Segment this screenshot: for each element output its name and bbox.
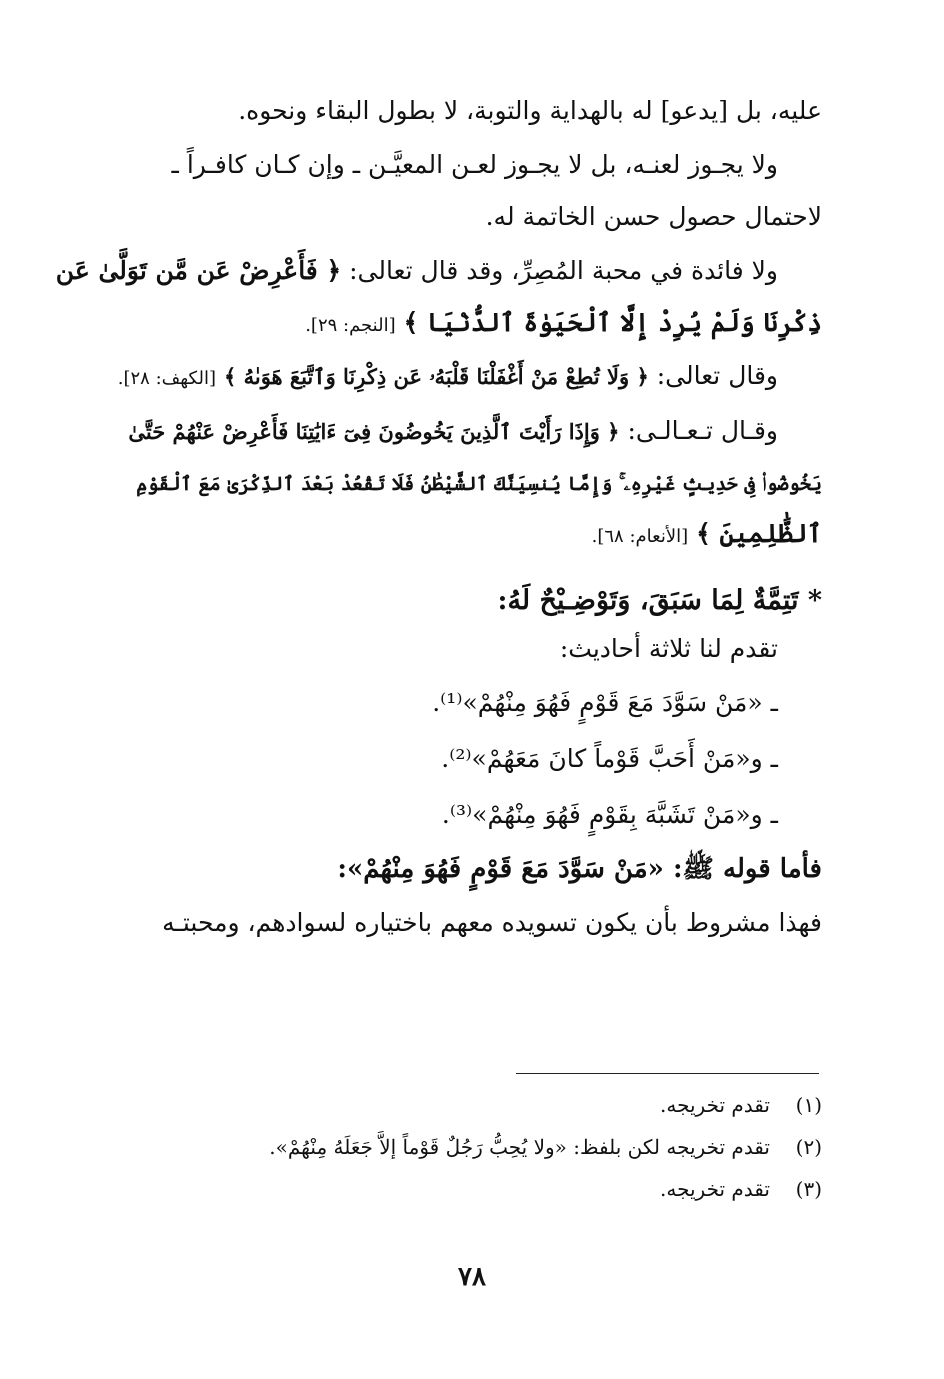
text-segment: وقال تعالى: (656, 361, 778, 390)
quran-verse: ٱلظَّٰلِمِينَ ﴾ (696, 519, 822, 548)
text-line (100, 850, 822, 888)
text-line (100, 463, 822, 503)
footnote-number: (٣) (795, 1177, 822, 1201)
text-segment: ولا فائدة في محبة المُصِرِّ، وقد قال تعالى: (349, 256, 778, 285)
hadith-text: ـ «مَنْ سَوَّدَ مَعَ قَوْمٍ فَهُوَ مِنْهُمْ»⁽¹⁾. (432, 688, 778, 717)
text-line (100, 304, 822, 345)
text-line (100, 92, 822, 130)
text-segment: ولا يجـوز لعنـه، بل لا يجـوز لعـن المعيَّـن ـ وإن كـان كافـراً ـ (171, 150, 778, 179)
text-line (100, 146, 822, 184)
hadith-text: ـ و«مَنْ أَحَبَّ قَوْماً كانَ مَعَهُمْ»⁽²⁾. (441, 744, 778, 773)
footnotes (100, 1090, 822, 1216)
text-segment: وقـال تـعـالـى: (627, 416, 778, 445)
footnote-number: (٢) (795, 1135, 822, 1159)
verse-reference: [الأنعام: ٦٨]. (591, 526, 689, 547)
text-line (55, 252, 822, 290)
quran-verse: يَخُوضُوا۟ فِى حَدِيثٍ غَيْرِهِۦ ۚ وَإِمَّا يُنسِيَنَّكَ ٱلشَّيْطَٰنُ فَلَا تَقْعُدْ بَعْدَ ٱلذِّكْرَىٰ مَعَ ٱلْقَوْمِ (136, 473, 822, 495)
footnote-text: تقدم تخريجه. (660, 1093, 770, 1117)
text-line (100, 904, 822, 942)
section-heading (100, 582, 822, 620)
quran-verse: ﴿ وَإِذَا رَأَيْتَ ٱلَّذِينَ يَخُوضُونَ فِىٓ ءَايَٰتِنَا فَأَعْرِضْ عَنْهُمْ حَتَّىٰ (128, 419, 620, 444)
text-segment: لاحتمال حصول حسن الخاتمة له. (485, 202, 822, 231)
footnote-item (100, 1174, 822, 1204)
text-line (100, 515, 822, 556)
footnote-item (100, 1132, 822, 1162)
page-body (55, 92, 822, 942)
hadith-item (100, 740, 822, 778)
footnote-item (100, 1090, 822, 1120)
text-segment: تقدم لنا ثلاثة أحاديث: (559, 634, 778, 663)
page-number: ٧٨ (458, 1262, 486, 1292)
text-line (100, 630, 822, 668)
verse-reference: [النجم: ٢٩]. (305, 315, 396, 336)
footnote-text: تقدم تخريجه لكن بلفظ: «ولا يُحِبُّ رَجُلٌ قَوْماً إلاَّ جَعَلَهُ مِنْهُمْ». (269, 1135, 770, 1159)
hadith-text: ـ و«مَنْ تَشَبَّهَ بِقَوْمٍ فَهُوَ مِنْهُمْ»⁽³⁾. (441, 800, 778, 829)
text-line (100, 357, 822, 398)
verse-reference: [الكهف: ٢٨]. (117, 368, 217, 389)
text-segment: عليه، بل [يدعو] له بالهداية والتوبة، لا بطول البقاء ونحوه. (238, 96, 822, 125)
quran-verse: ﴿ فَأَعْرِضْ عَن مَّن تَوَلَّىٰ عَن (55, 256, 342, 285)
footnote-text: تقدم تخريجه. (660, 1177, 770, 1201)
heading-text: * تَتِمَّةٌ لِمَا سَبَقَ، وَتَوْضِـيْحٌ لَهُ: (497, 585, 822, 616)
text-segment: فهذا مشروط بأن يكون تسويده معهم باختياره لسوادهم، ومحبتـه (162, 908, 822, 937)
footnote-number: (١) (795, 1093, 822, 1117)
quran-verse: ﴿ وَلَا تُطِعْ مَنْ أَغْفَلْنَا قَلْبَهُۥ عَن ذِكْرِنَا وَٱتَّبَعَ هَوَىٰهُ ﴾ (223, 364, 649, 389)
hadith-item (100, 684, 822, 722)
text-line (100, 198, 822, 236)
footnote-divider (516, 1073, 819, 1074)
text-line (100, 412, 822, 451)
text-segment: فأما قوله ﷺ: «مَنْ سَوَّدَ مَعَ قَوْمٍ فَهُوَ مِنْهُمْ»: (337, 854, 822, 884)
quran-verse: ذِكْرِنَا وَلَمْ يُرِدْ إِلَّا ٱلْحَيَوٰةَ ٱلدُّنْيَا ﴾ (403, 308, 822, 337)
hadith-item (100, 796, 822, 834)
